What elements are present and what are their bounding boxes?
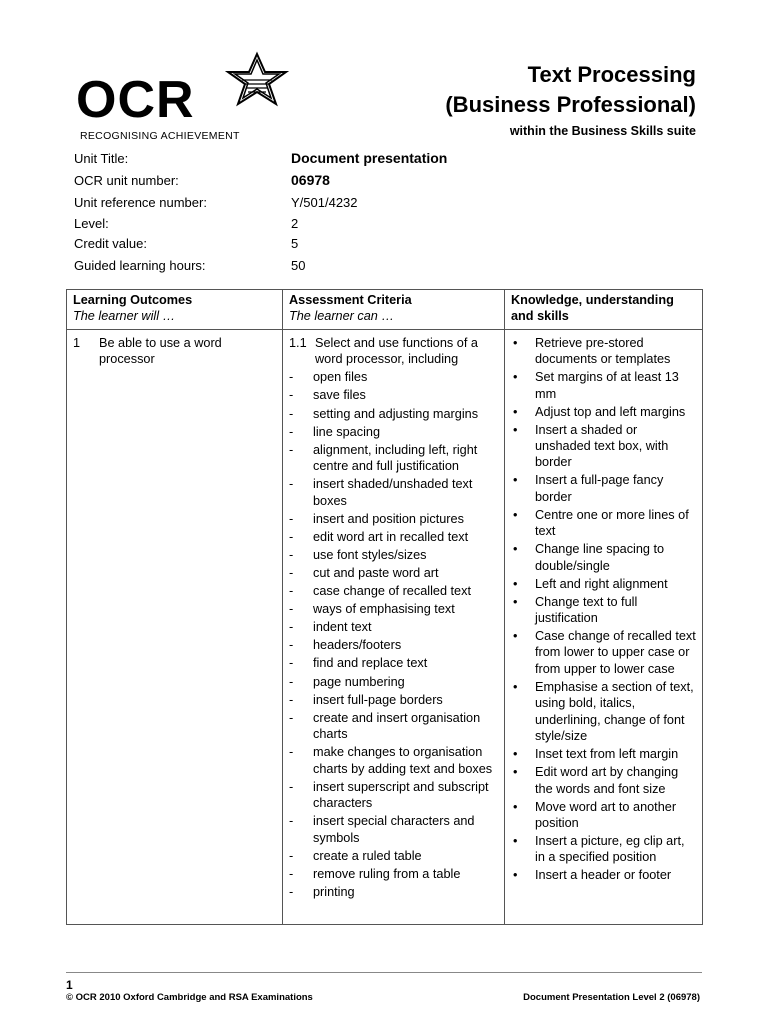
footer-document-ref: Document Presentation Level 2 (06978) xyxy=(523,992,700,1003)
criteria-item: - use font styles/sizes xyxy=(289,547,498,563)
header-assessment-criteria xyxy=(283,290,505,330)
document-title-line1: Text Processing xyxy=(527,62,696,87)
table-row xyxy=(67,329,703,924)
criteria-item: - find and replace text xyxy=(289,655,498,671)
criteria-item: - ways of emphasising text xyxy=(289,601,498,617)
criteria-text: Select and use functions of a word processor, including xyxy=(315,335,478,367)
skills-list xyxy=(511,335,696,884)
criteria-list xyxy=(289,369,498,900)
star-icon xyxy=(222,50,292,110)
skill-item: • Change line spacing to double/single xyxy=(511,541,696,574)
skills-cell xyxy=(505,329,703,924)
info-value-unit-reference: Y/501/4232 xyxy=(291,195,358,210)
footer-divider xyxy=(66,972,702,973)
criteria-item: - create and insert organisation charts xyxy=(289,710,498,743)
criteria-item: - insert special characters and symbols xyxy=(289,813,498,846)
criteria-item: - insert full-page borders xyxy=(289,692,498,708)
skill-item: • Emphasise a section of text, using bold, italics, underlining, change of font style/size xyxy=(511,679,696,745)
logo-text: OCR xyxy=(76,71,195,129)
col1-header: Learning Outcomes xyxy=(73,293,193,307)
criteria-item: - case change of recalled text xyxy=(289,583,498,599)
col2-subheader: The learner can … xyxy=(289,309,395,324)
skill-item: • Adjust top and left margins xyxy=(511,404,696,420)
criteria-item: - printing xyxy=(289,884,498,900)
assessment-criteria-cell xyxy=(283,329,505,924)
footer-copyright: © OCR 2010 Oxford Cambridge and RSA Examinations xyxy=(66,992,313,1003)
criteria-item: - make changes to organisation charts by adding text and boxes xyxy=(289,744,498,777)
col2-header: Assessment Criteria xyxy=(289,293,412,307)
skill-item: • Insert a header or footer xyxy=(511,867,696,883)
info-label-guided-hours: Guided learning hours: xyxy=(74,258,206,273)
info-value-unit-title: Document presentation xyxy=(291,150,448,166)
info-label-unit-title: Unit Title: xyxy=(74,151,129,166)
skill-item: • Insert a shaded or unshaded text box, with border xyxy=(511,422,696,471)
learning-outcome-cell xyxy=(67,329,283,924)
page-number: 1 xyxy=(66,978,73,992)
criteria-item: - insert shaded/unshaded text boxes xyxy=(289,476,498,509)
header-learning-outcomes xyxy=(67,290,283,330)
document-subtitle: within the Business Skills suite xyxy=(509,124,696,138)
info-label-level: Level: xyxy=(74,216,109,231)
logo-tagline: RECOGNISING ACHIEVEMENT xyxy=(80,130,240,142)
criteria-item: - edit word art in recalled text xyxy=(289,529,498,545)
info-label-unit-reference: Unit reference number: xyxy=(74,195,207,210)
outcome-number: 1 xyxy=(73,335,81,350)
skill-item: • Insert a picture, eg clip art, in a specified position xyxy=(511,833,696,866)
info-value-guided-hours: 50 xyxy=(291,258,306,273)
ocr-logo xyxy=(72,50,287,145)
skill-item: • Inset text from left margin xyxy=(511,746,696,762)
skill-item: • Change text to full justification xyxy=(511,594,696,627)
criteria-item: - page numbering xyxy=(289,674,498,690)
criteria-item: - indent text xyxy=(289,619,498,635)
info-value-unit-number: 06978 xyxy=(291,172,330,188)
criteria-item: - create a ruled table xyxy=(289,848,498,864)
criteria-item: - remove ruling from a table xyxy=(289,866,498,882)
unit-content-table xyxy=(66,289,703,925)
criteria-number: 1.1 xyxy=(289,335,307,350)
info-label-credit-value: Credit value: xyxy=(74,236,147,251)
criteria-item: - line spacing xyxy=(289,424,498,440)
skill-item: • Insert a full-page fancy border xyxy=(511,472,696,505)
criteria-item: - insert and position pictures xyxy=(289,511,498,527)
skill-item: • Move word art to another position xyxy=(511,799,696,832)
criteria-item: - cut and paste word art xyxy=(289,565,498,581)
criteria-item: - open files xyxy=(289,369,498,385)
skill-item: • Set margins of at least 13 mm xyxy=(511,369,696,402)
header-knowledge-skills xyxy=(505,290,703,330)
skill-item: • Case change of recalled text from lower to upper case or from upper to lower case xyxy=(511,628,696,677)
criteria-item: - save files xyxy=(289,387,498,403)
info-value-credit-value: 5 xyxy=(291,236,299,251)
outcome-text: Be able to use a word processor xyxy=(99,335,222,367)
criteria-item: - headers/footers xyxy=(289,637,498,653)
table-header-row xyxy=(67,290,703,330)
criteria-item: - setting and adjusting margins xyxy=(289,406,498,422)
col3-header: Knowledge, understanding and skills xyxy=(511,293,674,324)
criteria-item: - alignment, including left, right centre and full justification xyxy=(289,442,498,475)
skill-item: • Retrieve pre-stored documents or templates xyxy=(511,335,696,368)
info-label-unit-number: OCR unit number: xyxy=(74,173,179,188)
col1-subheader: The learner will … xyxy=(73,309,176,324)
skill-item: • Left and right alignment xyxy=(511,576,696,592)
skill-item: • Centre one or more lines of text xyxy=(511,507,696,540)
info-value-level: 2 xyxy=(291,216,299,231)
document-title-line2: (Business Professional) xyxy=(445,92,696,117)
skill-item: • Edit word art by changing the words and font size xyxy=(511,764,696,797)
criteria-item: - insert superscript and subscript characters xyxy=(289,779,498,812)
